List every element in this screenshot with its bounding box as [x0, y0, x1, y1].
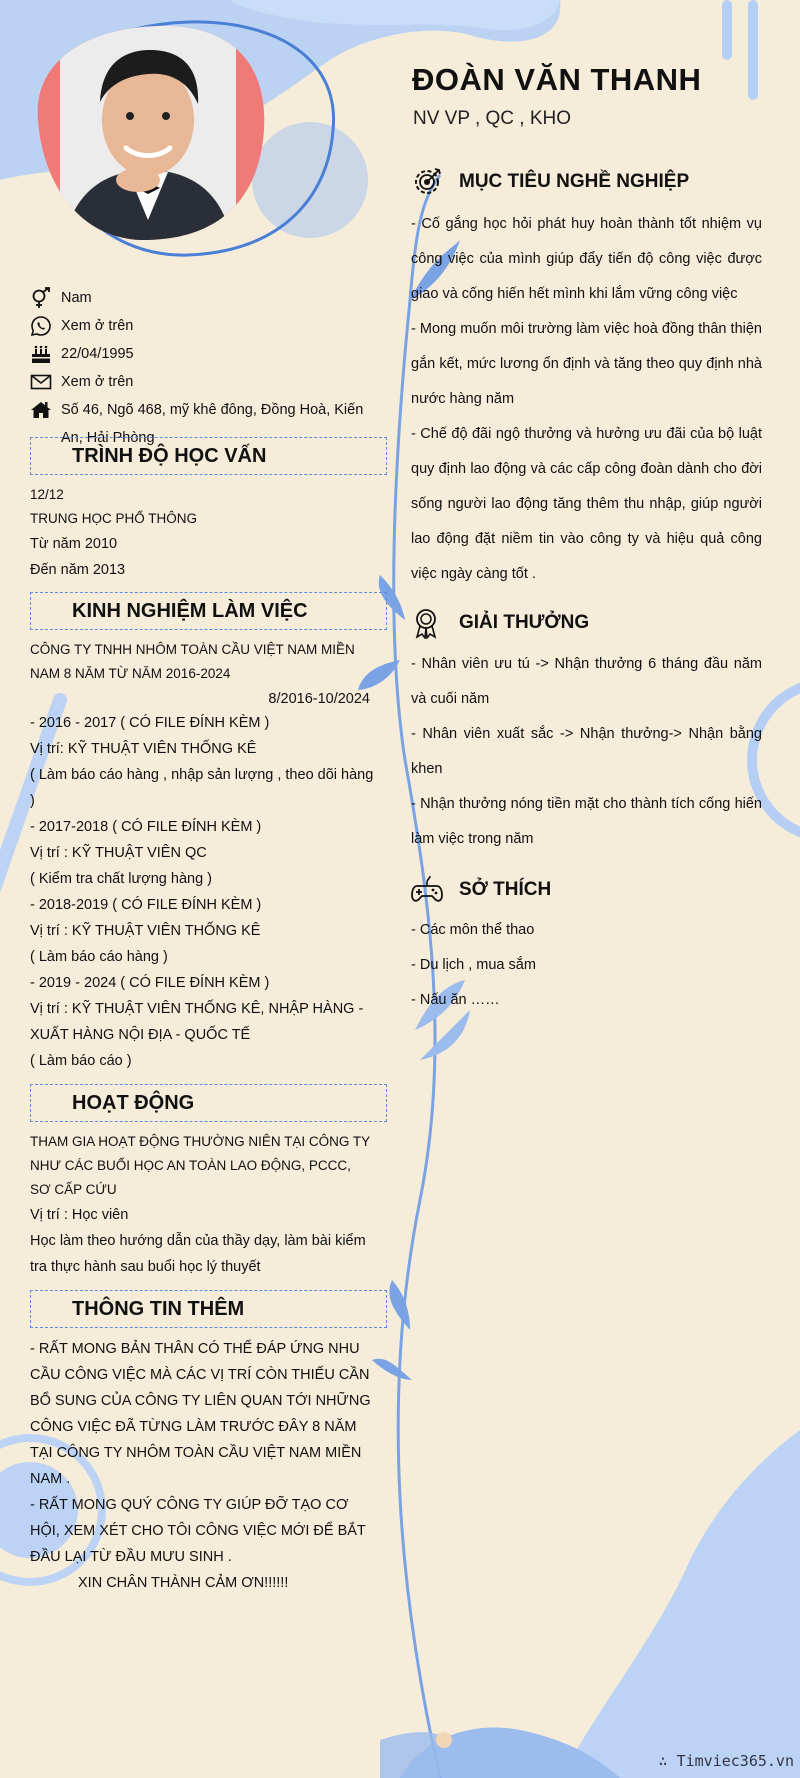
objective-line: - Chế độ đãi ngộ thưởng và hưởng ưu đãi của bộ luật quy định lao động và các cấp công đoàn dành cho đời sống người lao động tăng thêm thu nhập, giúp người lao động đặt niềm tin vào công ty và hiệu quả công việc ngày càng tốt .: [411, 426, 762, 582]
experience-list: [30, 710, 375, 1074]
contact-phone-text: Xem ở trên: [61, 318, 134, 334]
phone-icon: [30, 312, 61, 340]
experience-line: - 2019 - 2024 ( CÓ FILE ĐÍNH KÈM ): [30, 975, 270, 991]
activities-details: [30, 1202, 375, 1280]
section-hobbies-title: SỞ THÍCH: [459, 879, 552, 900]
experience-line: ( Làm báo cáo hàng ): [30, 949, 168, 965]
experience-line: Vị trí : KỸ THUẬT VIÊN THỐNG KÊ: [30, 923, 261, 939]
section-activities-title: HOẠT ĐỘNG: [30, 1084, 387, 1122]
experience-line: - 2017-2018 ( CÓ FILE ĐÍNH KÈM ): [30, 819, 262, 835]
activities-desc: Học làm theo hướng dẫn của thầy dạy, làm bài kiểm tra thực hành sau buổi học lý thuyết: [30, 1233, 366, 1275]
gender-icon: [30, 284, 61, 312]
home-icon: [30, 396, 61, 424]
award-line: - Nhận thưởng nóng tiền mặt cho thành tích cống hiến làm việc trong năm: [411, 796, 762, 847]
more-info-block: [30, 1336, 375, 1596]
section-objective-header: [411, 165, 689, 199]
hobby-line: - Các môn thể thao: [411, 922, 535, 938]
gamepad-icon: [411, 873, 459, 907]
hobbies-block: [411, 913, 762, 1018]
avatar: [28, 20, 340, 256]
section-more-info-title: THÔNG TIN THÊM: [30, 1290, 387, 1328]
education-line: TRUNG HỌC PHỔ THÔNG: [30, 511, 198, 526]
award-line: - Nhân viên xuất sắc -> Nhận thưởng-> Nhận bằng khen: [411, 726, 762, 777]
hobby-line: - Du lịch , mua sắm: [411, 957, 536, 973]
award-line: - Nhân viên ưu tú -> Nhận thưởng 6 tháng đầu năm và cuối năm: [411, 656, 762, 707]
experience-line: Vị trí : KỸ THUẬT VIÊN QC: [30, 845, 207, 861]
contact-birthday-text: 22/04/1995: [61, 346, 134, 362]
activities-position: Vị trí : Học viên: [30, 1207, 129, 1223]
experience-line: Vị trí: KỸ THUẬT VIÊN THỐNG KÊ: [30, 741, 257, 757]
education-line: 12/12: [30, 487, 64, 502]
profile-photo: [28, 20, 268, 244]
contact-phone: [30, 312, 375, 340]
award-ribbon-icon: [411, 606, 459, 640]
mail-icon: [30, 368, 61, 396]
section-awards-header: [411, 606, 589, 640]
section-education-title: TRÌNH ĐỘ HỌC VẤN: [30, 437, 387, 475]
objective-line: - Mong muốn môi trường làm việc hoà đồng thân thiện gắn kết, mức lương ổn định và tăng theo quy định nhà nước hàng năm: [411, 321, 762, 407]
section-hobbies-header: [411, 873, 551, 907]
experience-line: Vị trí : KỸ THUẬT VIÊN THỐNG KÊ, NHẬP HÀNG - XUẤT HÀNG NỘI ĐỊA - QUỐC TẾ: [30, 1001, 364, 1043]
section-experience-title: KINH NGHIỆM LÀM VIỆC: [30, 592, 387, 630]
contact-email-text: Xem ở trên: [61, 374, 134, 390]
experience-line: ( Làm báo cáo ): [30, 1053, 132, 1069]
objective-block: [411, 207, 762, 592]
hobby-line: - Nấu ăn ……: [411, 992, 500, 1008]
objective-line: - Cố gắng học hỏi phát huy hoàn thành tốt nhiệm vụ công việc của mình giúp đẩy tiến độ công việc được giao và cống hiến hết mình khi lắm vững công việc: [411, 216, 762, 302]
experience-line: - 2016 - 2017 ( CÓ FILE ĐÍNH KÈM ): [30, 715, 270, 731]
contact-address-text: Số 46, Ngõ 468, mỹ khê đông, Đồng Hoà, Kiến An, Hải Phòng: [61, 402, 364, 446]
experience-company: CÔNG TY TNHH NHÔM TOÀN CẦU VIỆT NAM MIỀN NAM 8 NĂM TỪ NĂM 2016-2024: [30, 642, 355, 681]
experience-line: ( Làm báo cáo hàng , nhập sản lượng , theo dõi hàng ): [30, 767, 374, 809]
experience-period: 8/2016-10/2024: [268, 691, 370, 707]
section-awards-title: GIẢI THƯỞNG: [459, 612, 590, 633]
experience-line: ( Kiểm tra chất lượng hàng ): [30, 871, 213, 887]
activities-heading: THAM GIA HOẠT ĐỘNG THƯỜNG NIÊN TẠI CÔNG TY NHƯ CÁC BUỔI HỌC AN TOÀN LAO ĐỘNG, PCCC, SƠ CẤP CỨU: [30, 1134, 370, 1197]
awards-block: [411, 647, 762, 857]
contact-email: [30, 368, 375, 396]
more-info-paragraph: - RẤT MONG BẢN THÂN CÓ THỂ ĐÁP ỨNG NHU CẦU CÔNG VIỆC MÀ CÁC VỊ TRÍ CÒN THIẾU CẦN BỔ SUNG CỦA CÔNG TY LIÊN QUAN TỚI NHỮNG CÔNG VIỆC ĐÃ TỪNG LÀM TRƯỚC ĐÂY 8 NĂM TẠI CÔNG TY NHÔM TOÀN CẦU VIỆT NAM MIỀN NAM .: [30, 1341, 371, 1487]
more-info-paragraph: - RẤT MONG QUÝ CÔNG TY GIÚP ĐỠ TẠO CƠ HỘI, XEM XÉT CHO TÔI CÔNG VIỆC MỚI ĐỂ BẮT ĐẦU LẠI TỪ ĐẦU MƯU SINH .: [30, 1497, 366, 1565]
footer-brand[interactable]: ∴ Timviec365.vn: [658, 1752, 794, 1770]
education-line: Đến năm 2013: [30, 562, 126, 578]
contact-birthday: [30, 340, 375, 368]
section-objective-title: MỤC TIÊU NGHỀ NGHIỆP: [459, 171, 690, 192]
more-info-thanks: XIN CHÂN THÀNH CẢM ƠN!!!!!!: [78, 1575, 289, 1591]
experience-line: - 2018-2019 ( CÓ FILE ĐÍNH KÈM ): [30, 897, 262, 913]
contact-list: [30, 284, 375, 452]
education-block: [30, 483, 375, 583]
education-line: Từ năm 2010: [30, 536, 118, 552]
candidate-name: ĐOÀN VĂN THANH: [412, 62, 702, 97]
birthday-cake-icon: [30, 340, 61, 368]
contact-gender: [30, 284, 375, 312]
target-gear-icon: [411, 165, 459, 199]
contact-gender-text: Nam: [61, 290, 92, 306]
candidate-role: NV VP , QC , KHO: [413, 108, 572, 129]
